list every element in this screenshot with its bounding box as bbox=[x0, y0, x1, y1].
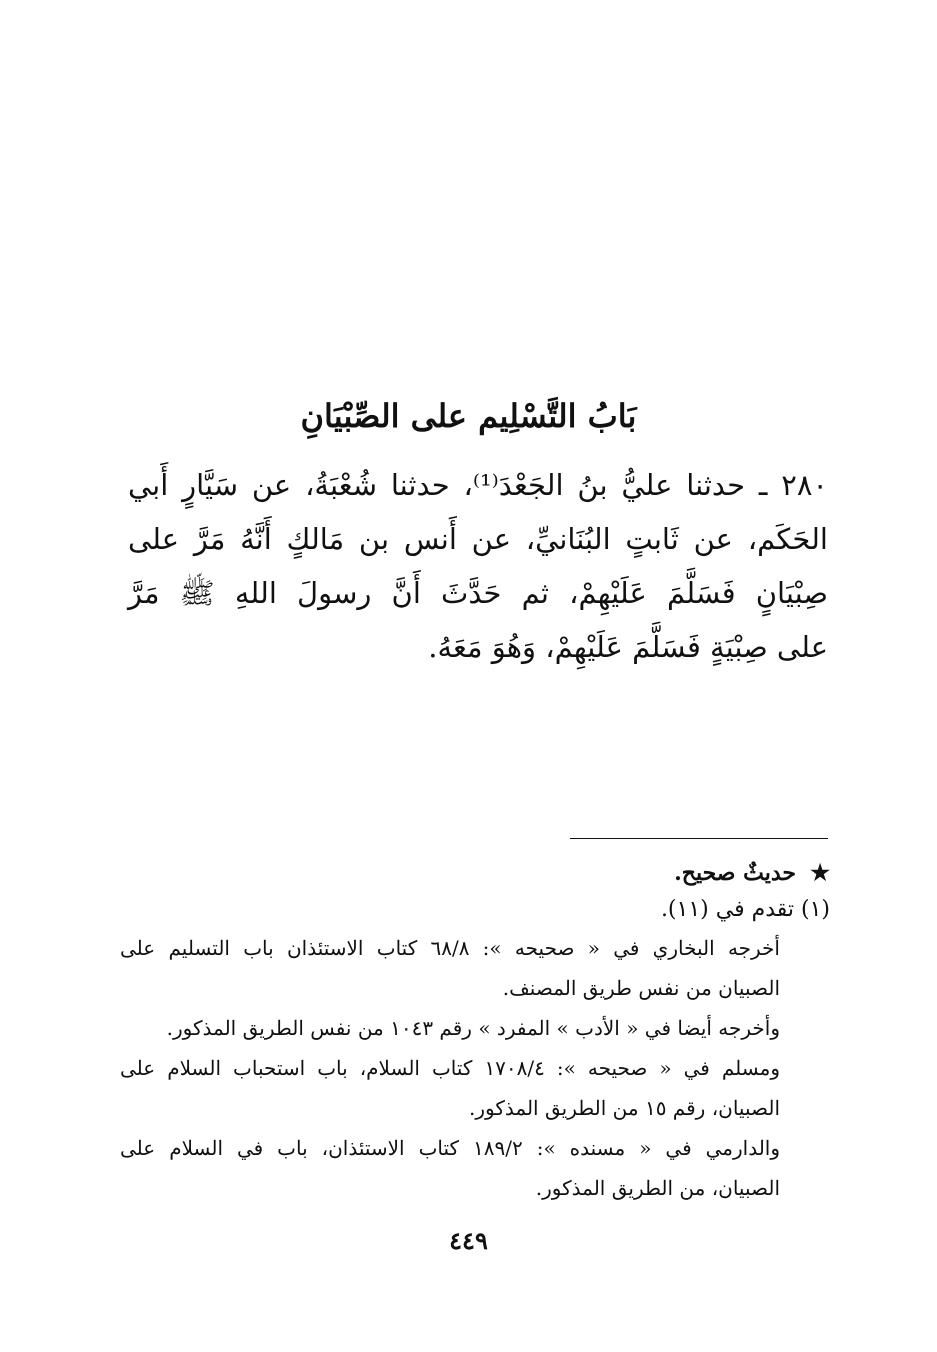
hadith-text bbox=[128, 458, 828, 674]
hadith-grade bbox=[120, 854, 830, 892]
chapter-title: بَابُ التَّسْلِيم على الصِّبْيَانِ bbox=[300, 397, 637, 435]
hadith-line: على صِبْيَةٍ فَسَلَّمَ عَلَيْهِمْ، وَهُوَ مَعَهُ. bbox=[428, 630, 828, 664]
hadith-line: صِبْيَانٍ فَسَلَّمَ عَلَيْهِمْ، ثم حَدَّثَ أَنَّ رسولَ اللهِ ﷺ مَرَّ bbox=[128, 576, 828, 610]
footnote-line: والدارمي في « مسنده »: ١٨٩/٢ كتاب الاستئذان، باب في السلام على bbox=[120, 1136, 780, 1160]
hadith-line: الحَكَم، عن ثَابتٍ البُنَانيِّ، عن أَنس بن مَالكٍ أَنَّهُ مَرَّ على bbox=[128, 522, 828, 556]
page-number: ٤٤٩ bbox=[449, 1226, 488, 1255]
footnote-line: الصبيان، من الطريق المذكور. bbox=[535, 1176, 780, 1200]
footnote-separator bbox=[570, 838, 828, 839]
grade-text: حديثٌ صحيح. bbox=[674, 860, 796, 886]
footnote-line: الصبيان، رقم ١٥ من الطريق المذكور. bbox=[469, 1096, 780, 1120]
hadith-line: ٢٨٠ ـ حدثنا عليُّ بنُ الجَعْدَ⁽¹⁾، حدثنا شُعْبَةُ، عن سَيَّارٍ أَبي bbox=[128, 468, 828, 502]
footnote-line: الصبيان من نفس طريق المصنف. bbox=[502, 976, 780, 1000]
footnote-reference: (١) تقدم في (١١). bbox=[660, 897, 830, 922]
footnote-line: ومسلم في « صحيحه »: ١٧٠٨/٤ كتاب السلام، باب استحباب السلام على bbox=[120, 1056, 780, 1080]
footnotes bbox=[120, 854, 830, 1208]
footnote-line: وأخرجه أيضا في « الأدب » المفرد » رقم ١٠٤٣ من نفس الطريق المذكور. bbox=[166, 1016, 780, 1040]
star-icon: ★ bbox=[810, 860, 830, 886]
footnote-line: أخرجه البخاري في « صحيحه »: ٦٨/٨ كتاب الاستئذان باب التسليم على bbox=[120, 936, 780, 960]
